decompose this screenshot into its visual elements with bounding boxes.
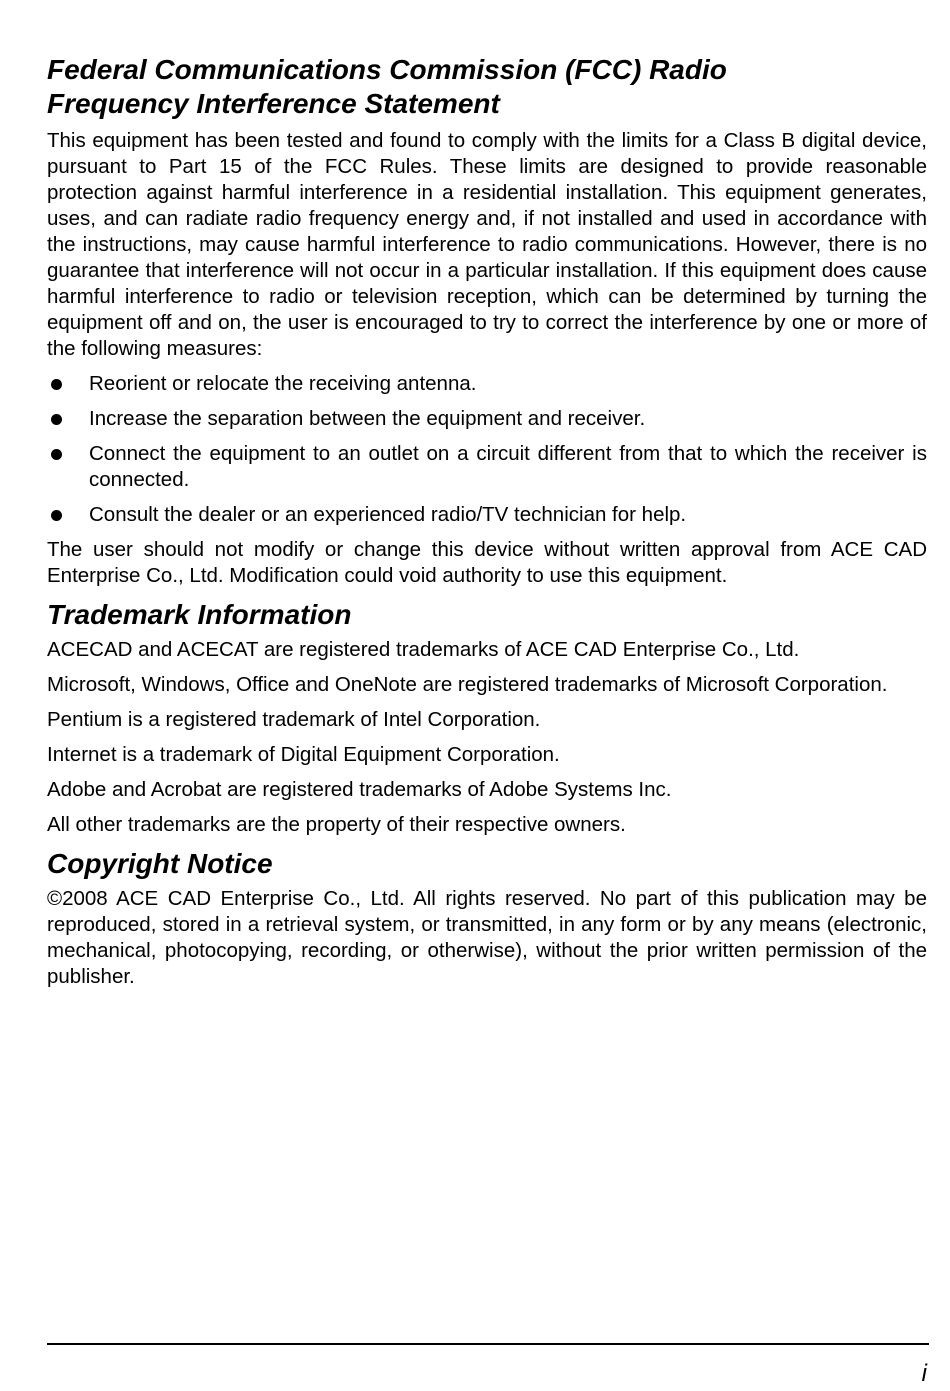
fcc-section [47,53,927,589]
bullet-icon [51,379,62,390]
footer-divider [47,1343,929,1345]
fcc-measures-list [47,371,927,528]
trademark-paragraph: ACECAD and ACECAT are registered trademarks of ACE CAD Enterprise Co., Ltd. [47,638,800,661]
measure-item [47,502,927,528]
copyright-paragraph: ©2008 ACE CAD Enterprise Co., Ltd. All rights reserved. No part of this publication may be reproduced, stored in a retrieval system, or transmitted, in any form or by any means (electronic, mechanical, photocopying, recording, or otherwise), without the prior written permission of the publisher. [47,887,927,988]
trademark-paragraph: Internet is a trademark of Digital Equipment Corporation. [47,743,560,766]
measure-item [47,406,927,432]
fcc-intro-paragraph: This equipment has been tested and found to comply with the limits for a Class B digital device, pursuant to Part 15 of the FCC Rules. These limits are designed to provide reasonable protection against harmful interference in a residential installation. This equipment generates, uses, and can radiate radio frequency energy and, if not installed and used in accordance with the instructions, may cause harmful interference to radio communications. However, there is no guarantee that interference will not occur in a particular installation. If this equipment does cause harmful interference to radio or television reception, which can be determined by turning the equipment off and on, the user is encouraged to try to correct the interference by one or more of the following measures: [47,129,927,360]
page-number: i [921,1360,927,1387]
trademark-section [47,598,927,838]
bullet-icon [51,510,62,521]
measure-item [47,371,927,397]
measure-text: Connect the equipment to an outlet on a circuit different from that to which the receiver is connected. [89,442,927,491]
document-page [47,53,927,999]
measure-text: Reorient or relocate the receiving antenna. [89,372,477,395]
measure-text: Increase the separation between the equipment and receiver. [89,407,646,430]
measure-text: Consult the dealer or an experienced radio/TV technician for help. [89,503,687,526]
bullet-icon [51,449,62,460]
trademark-paragraph: Adobe and Acrobat are registered trademarks of Adobe Systems Inc. [47,778,672,801]
measure-item [47,441,927,493]
fcc-heading: Federal Communications Commission (FCC) Radio Frequency Interference Statement [47,54,727,119]
copyright-section [47,847,927,990]
bullet-icon [51,414,62,425]
trademark-paragraph: Microsoft, Windows, Office and OneNote are registered trademarks of Microsoft Corporation. [47,673,888,696]
trademark-paragraph: Pentium is a registered trademark of Intel Corporation. [47,708,541,731]
trademark-paragraph: All other trademarks are the property of their respective owners. [47,813,626,836]
trademark-heading: Trademark Information [47,599,352,630]
copyright-heading: Copyright Notice [47,848,273,879]
fcc-closing-paragraph: The user should not modify or change this device without written approval from ACE CAD Enterprise Co., Ltd. Modification could void authority to use this equipment. [47,538,927,587]
